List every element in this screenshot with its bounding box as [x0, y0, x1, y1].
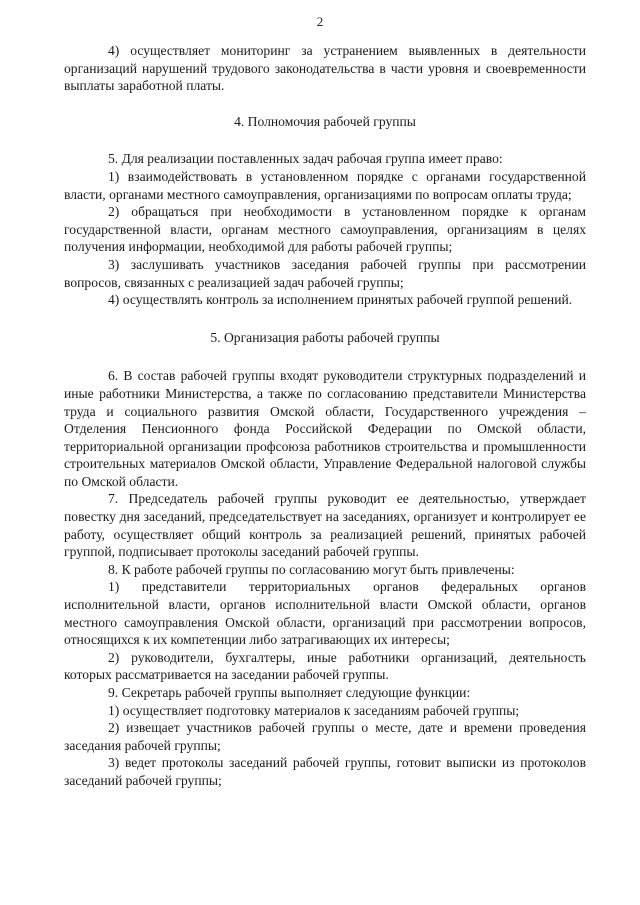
paragraph-7: 7. Председатель рабочей группы руководит ее деятельностью, утверждает повестку дня заседаний, председательствует на заседаниях, организует и контролирует ее работу, осуществляет общий контроль за реализацией решений, принятых рабочей группой, подписывает протоколы заседаний рабочей группы. — [64, 491, 586, 560]
paragraph-5: 5. Для реализации поставленных задач рабочая группа имеет право: — [108, 151, 503, 167]
document-body — [64, 42, 586, 790]
section-heading-4: 4. Полномочия рабочей группы — [234, 113, 416, 129]
paragraph-9-1: 1) осуществляет подготовку материалов к заседаниям рабочей группы; — [108, 702, 520, 718]
paragraph-5-1: 1) взаимодействовать в установленном порядке с органами государственной власти, органами местного самоуправления, организациями по вопросам оплаты труда; — [64, 168, 586, 202]
section-heading-5: 5. Организация работы рабочей группы — [210, 329, 440, 345]
paragraph-9: 9. Секретарь рабочей группы выполняет следующие функции: — [108, 685, 471, 700]
paragraph-5-4: 4) осуществлять контроль за исполнением принятых рабочей группой решений. — [108, 292, 573, 308]
paragraph-8-2: 2) руководители, бухгалтеры, иные работники организаций, деятельность которых рассматривается на заседании рабочей группы. — [64, 649, 586, 683]
paragraph-4-4: 4) осуществляет мониторинг за устранением выявленных в деятельности организаций нарушений трудового законодательства в части уровня и своевременности выплаты заработной платы. — [64, 43, 586, 94]
paragraph-8-1: 1) представители территориальных органов федеральных органов исполнительной власти, органов исполнительной власти Омской области, органов местного самоуправления Омской области, организаций при рассмотрении вопросов, относящихся к их компетенции либо затрагивающих их интересы; — [64, 579, 586, 648]
paragraph-5-2: 2) обращаться при необходимости в установленном порядке к органам государственной власти, органам местного самоуправления, организациям в целях получения информации, необходимой для работы рабочей группы; — [64, 204, 586, 255]
paragraph-6: 6. В состав рабочей группы входят руководители структурных подразделений и иные работники Министерства, а также по согласованию представители Министерства труда и социального развития Омской области, Государственного учреждения – Отделения Пенсионного фонда Российской Федерации по Омской области, территориальной организации профсоюза работников строительства и промышленности строительных материалов Омской области, Управление Федеральной налоговой службы по Омской области. — [64, 368, 586, 489]
paragraph-8: 8. К работе рабочей группы по согласованию могут быть привлечены: — [108, 561, 515, 577]
paragraph-9-3: 3) ведет протоколы заседаний рабочей группы, готовит выписки из протоколов заседаний рабочей группы; — [64, 755, 586, 788]
paragraph-9-2: 2) извещает участников рабочей группы о месте, дате и времени проведения заседания рабочей группы; — [64, 720, 586, 753]
paragraph-5-3: 3) заслушивать участников заседания рабочей группы при рассмотрении вопросов, связанных с реализацией задач рабочей группы; — [64, 256, 586, 290]
page-number: 2 — [316, 14, 324, 29]
